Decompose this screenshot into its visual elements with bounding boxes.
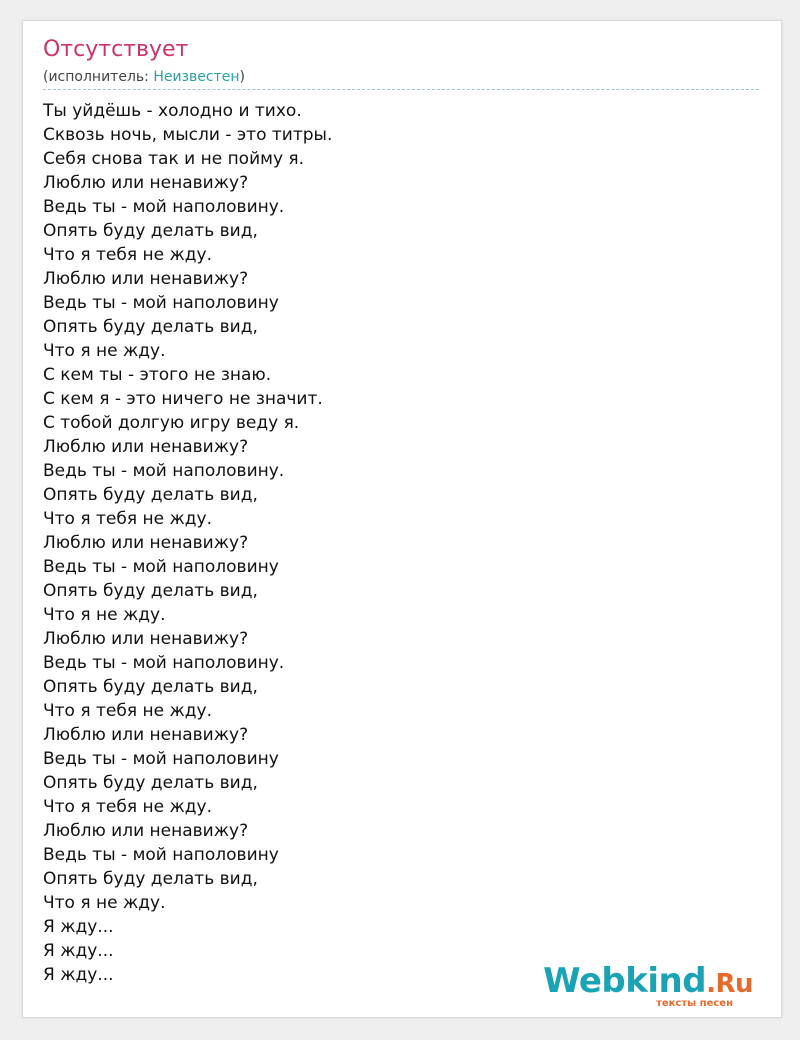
lyric-line: С кем я - это ничего не значит. <box>43 389 323 409</box>
artist-prefix: (исполнитель: <box>43 69 154 85</box>
logo-name: Webkind <box>543 961 707 1001</box>
lyric-line: Что я не жду. <box>43 893 166 913</box>
lyric-line: Ведь ты - мой наполовину. <box>43 197 285 217</box>
dashed-divider <box>43 89 759 90</box>
song-title: Отсутствует <box>43 37 189 62</box>
lyric-line: Опять буду делать вид, <box>43 869 258 889</box>
lyric-line: Сквозь ночь, мысли - это титры. <box>43 125 333 145</box>
lyric-line: Опять буду делать вид, <box>43 221 258 241</box>
lyrics-sheet <box>22 20 782 1018</box>
site-logo[interactable] <box>543 961 753 1009</box>
lyric-line: Люблю или ненавижу? <box>43 269 249 289</box>
lyric-line: Люблю или ненавижу? <box>43 725 249 745</box>
lyric-line: Ведь ты - мой наполовину. <box>43 461 285 481</box>
lyric-line: Что я тебя не жду. <box>43 701 212 721</box>
lyric-line: Что я не жду. <box>43 341 166 361</box>
logo-wordmark <box>543 961 753 1001</box>
lyric-line: Люблю или ненавижу? <box>43 629 249 649</box>
lyric-line: Люблю или ненавижу? <box>43 821 249 841</box>
lyric-line: Опять буду делать вид, <box>43 581 258 601</box>
lyric-line: Что я тебя не жду. <box>43 509 212 529</box>
lyric-line: Ведь ты - мой наполовину <box>43 749 279 769</box>
lyrics-list <box>43 99 332 987</box>
lyric-line: Я жду... <box>43 941 114 961</box>
lyric-line: Ведь ты - мой наполовину <box>43 557 279 577</box>
logo-tagline: тексты песен <box>656 998 733 1009</box>
artist-suffix: ) <box>239 69 245 85</box>
logo-tld: .Ru <box>706 969 753 999</box>
lyric-line: С тобой долгую игру веду я. <box>43 413 300 433</box>
lyric-line: Что я тебя не жду. <box>43 797 212 817</box>
lyric-line: Я жду... <box>43 965 114 985</box>
lyric-line: Опять буду делать вид, <box>43 317 258 337</box>
lyric-line: Себя снова так и не пойму я. <box>43 149 305 169</box>
lyric-line: Люблю или ненавижу? <box>43 437 249 457</box>
lyric-line: Опять буду делать вид, <box>43 677 258 697</box>
lyric-line: Ведь ты - мой наполовину. <box>43 653 285 673</box>
lyric-line: Что я тебя не жду. <box>43 245 212 265</box>
artist-line <box>43 69 245 86</box>
artist-link[interactable]: Неизвестен <box>153 69 240 85</box>
lyric-line: Люблю или ненавижу? <box>43 533 249 553</box>
lyric-line: Опять буду делать вид, <box>43 773 258 793</box>
lyric-line: Ведь ты - мой наполовину <box>43 845 279 865</box>
lyric-line: Ведь ты - мой наполовину <box>43 293 279 313</box>
lyric-line: Опять буду делать вид, <box>43 485 258 505</box>
lyric-line: С кем ты - этого не знаю. <box>43 365 272 385</box>
lyric-line: Ты уйдёшь - холодно и тихо. <box>43 101 302 121</box>
lyric-line: Люблю или ненавижу? <box>43 173 249 193</box>
lyric-line: Что я не жду. <box>43 605 166 625</box>
lyric-line: Я жду... <box>43 917 114 937</box>
